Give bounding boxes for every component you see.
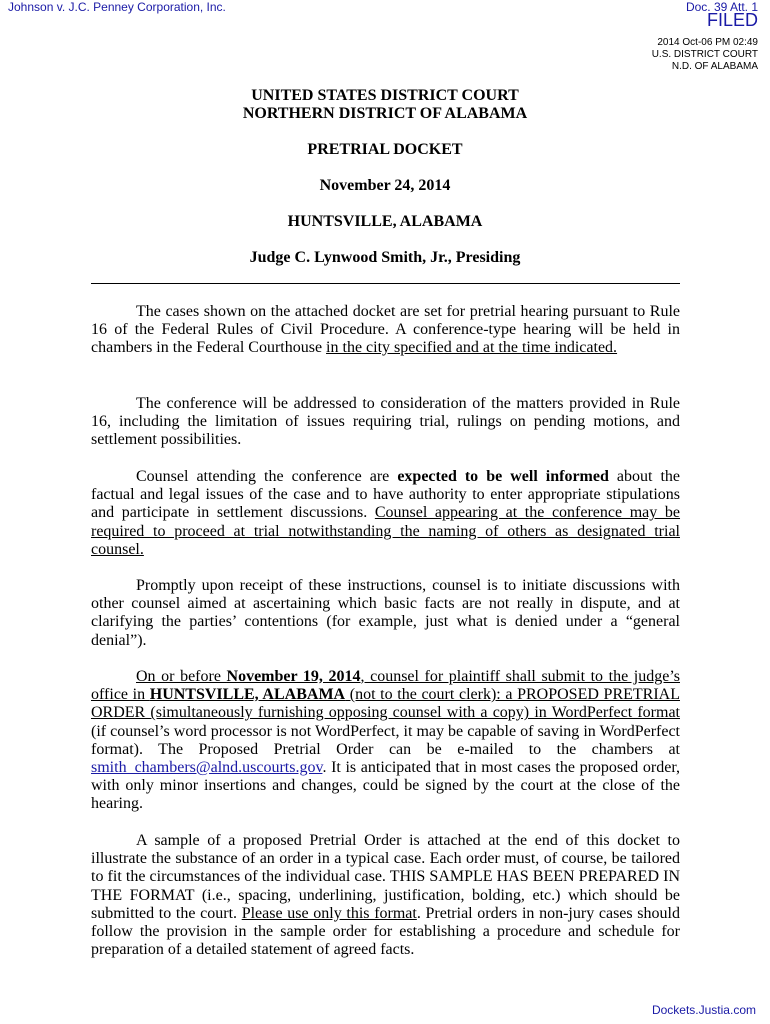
paragraph-discussions xyxy=(91,577,680,650)
court-name-line2: NORTHERN DISTRICT OF ALABAMA xyxy=(242,105,528,122)
case-caption-link[interactable]: Johnson v. J.C. Penney Corporation, Inc. xyxy=(8,0,226,14)
filed-stamp-details xyxy=(652,37,758,73)
presiding-judge: Judge C. Lynwood Smith, Jr., Presiding xyxy=(249,249,521,266)
p5-deadline-date: November 19, 2014 xyxy=(226,668,361,685)
paragraph-sample-order xyxy=(91,832,680,959)
p5-text-cont: . It is anticipated that in most cases the proposed order, with only minor insertions and changes, could be signed by the court at the close of the hearing. xyxy=(91,759,680,813)
p4-text: Promptly upon receipt of these instructions, counsel is to initiate discussions with other counsel aimed at ascertaining which basic facts are not really in dispute, and at clarifying the parties’ contentions (for example, just what is denied under a “general denial”). xyxy=(91,577,680,649)
p2-text: The conference will be addressed to consideration of the matters provided in Rule 16, including the limitation of issues requiring trial, rulings on pending motions, and settlement possibilities. xyxy=(91,395,680,449)
p1-text: The cases shown on the attached docket are set for pretrial hearing pursuant to Rule 16 of the Federal Rules of Civil Procedure. A conference-type hearing will be held in chambers in the Federal Courthouse xyxy=(91,303,680,357)
filed-district: N.D. OF ALABAMA xyxy=(671,61,758,72)
docket-title: PRETRIAL DOCKET xyxy=(307,141,463,158)
doc-number-link[interactable]: Doc. 39 Att. 1 xyxy=(685,0,758,14)
p5-underlined-2: , counsel for plaintiff shall submit to the judge’s office in xyxy=(91,668,680,704)
paragraph-submission xyxy=(91,668,680,814)
chambers-email-link[interactable]: smith_chambers@alnd.uscourts.gov xyxy=(91,759,323,777)
separator-rule xyxy=(91,283,680,284)
justia-footer-link[interactable]: Dockets.Justia.com xyxy=(651,1003,756,1017)
docket-location: HUNTSVILLE, ALABAMA xyxy=(287,213,483,230)
paragraph-hearing xyxy=(91,303,680,358)
filed-stamp: FILED xyxy=(706,10,758,30)
p3-underlined: Counsel appearing at the conference may be required to proceed at trial notwithstanding the naming of others as designated trial counsel. xyxy=(91,504,681,558)
docket-date: November 24, 2014 xyxy=(319,177,451,194)
p5-underlined-1: On or before xyxy=(136,668,227,685)
p5-city: HUNTSVILLE, ALABAMA xyxy=(149,686,346,704)
filed-court: U.S. DISTRICT COURT xyxy=(651,49,758,60)
court-name xyxy=(0,87,770,123)
p1-underlined: in the city specified and at the time indicated. xyxy=(326,339,618,357)
p6-underlined: Please use only this format xyxy=(241,904,417,922)
p3-bold: expected to be well informed xyxy=(397,468,609,485)
p5-text: (if counsel’s word processor is not WordPerfect, it may be capable of saving in WordPerfect format). The Proposed Pretrial Order can be e-mailed to the chambers at xyxy=(91,722,680,758)
p3-text-cont: about the factual and legal issues of the case and to have authority to enter appropriate stipulations and participate in settlement discussions. xyxy=(91,468,681,522)
p3-text: Counsel attending the conference are xyxy=(136,468,398,485)
paragraph-counsel xyxy=(91,468,680,559)
p5-underlined-3: (not to the court clerk): a PROPOSED PRETRIAL ORDER (simultaneously furnishing opposing counsel with a copy) in WordPerfect format xyxy=(91,686,680,722)
p6-text: A sample of a proposed Pretrial Order is attached at the end of this docket to illustrate the substance of an order in a typical case. Each order must, of course, be tailored to fit the circumstances of the individual case. THIS SAMPLE HAS BEEN PREPARED IN THE FORMAT (i.e., spacing, underlining, justification, bolding, etc.) which should be submitted to the court. xyxy=(91,832,680,922)
court-name-line1: UNITED STATES DISTRICT COURT xyxy=(251,87,519,104)
paragraph-conference xyxy=(91,395,680,450)
filed-datetime: 2014 Oct-06 PM 02:49 xyxy=(657,37,758,48)
p6-text-cont: . Pretrial orders in non-jury cases should follow the provision in the sample order for establishing a procedure and schedule for preparation of a detailed statement of agreed facts. xyxy=(91,904,680,959)
